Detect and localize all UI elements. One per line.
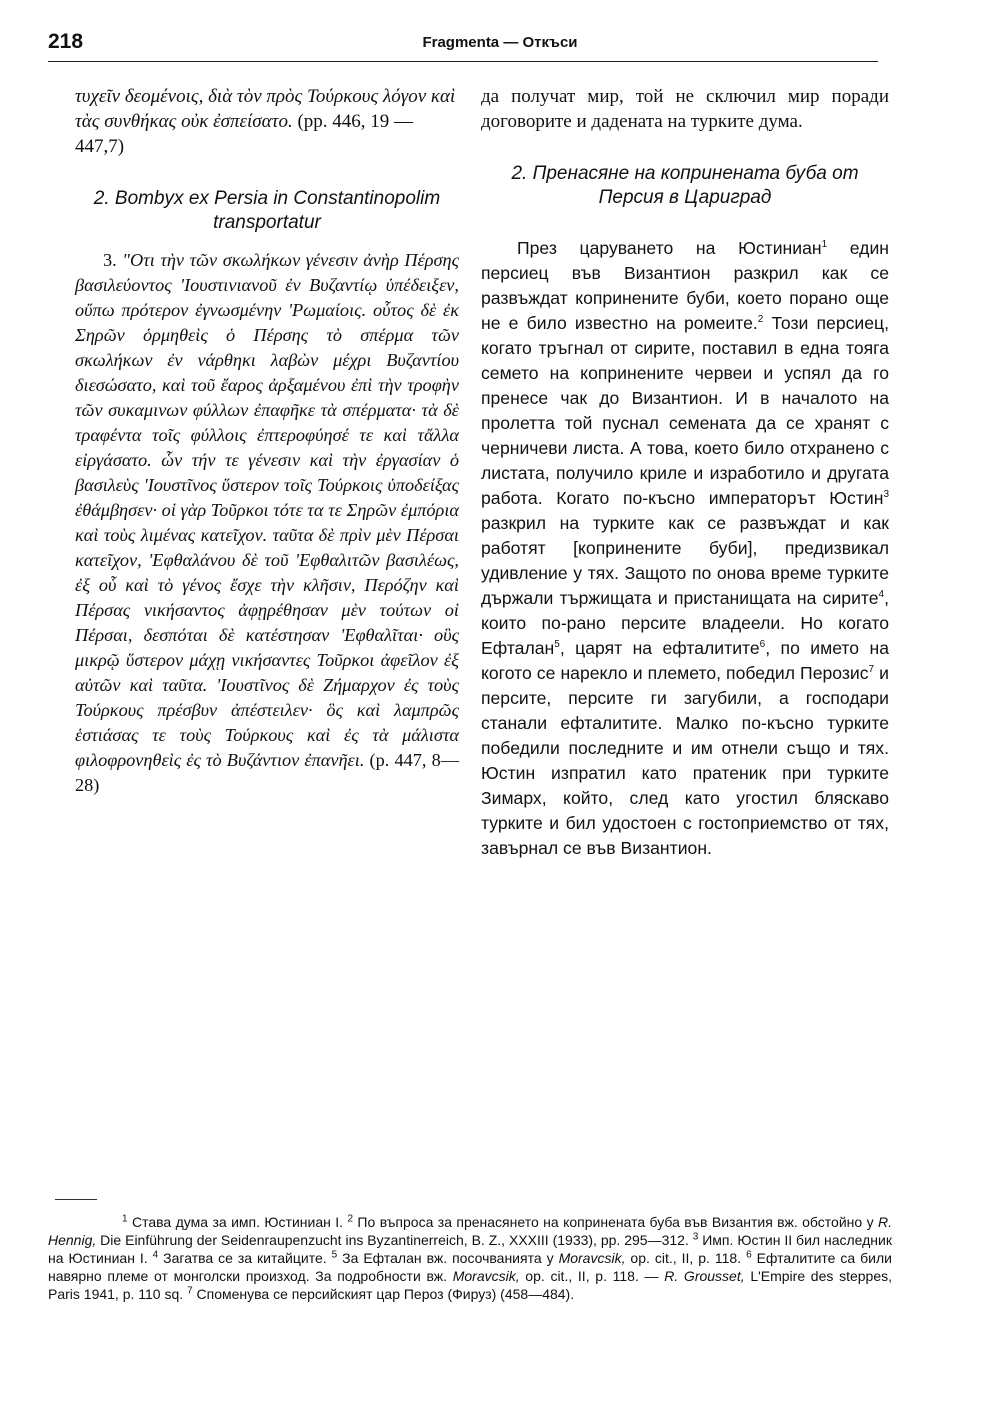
footnote-text: Става дума за имп. Юстиниан I. bbox=[127, 1214, 348, 1230]
bulgarian-column bbox=[481, 84, 889, 861]
footnote-text: Имп. Юстин II бил наследник на Юстиниан I. bbox=[48, 1232, 892, 1266]
footnote-text: Споменува се персийският цар Пероз (Фируз) (458—484). bbox=[192, 1286, 575, 1302]
footnote-ref: 7 bbox=[868, 664, 875, 676]
translation-passage bbox=[481, 236, 889, 861]
translation-text: , които по-рано персите владеели. Но когато Ефталан bbox=[481, 588, 889, 658]
translation-text: През царуването на Юстиниан bbox=[517, 238, 822, 258]
footnote-author: R. Hennig, bbox=[48, 1214, 892, 1248]
footnote-text: Die Einführung der Seidenraupenzucht ins Byzantinerreich, B. Z., XXXIII (1933), pp. 295—312. bbox=[96, 1232, 693, 1248]
translation-text: един персиец във Византион разкрил как се развъждат копринените буби, което порано още не е било известно на ромеите. bbox=[481, 238, 889, 333]
footnote-text: op. cit., II, p. 118. — bbox=[519, 1268, 665, 1284]
footnote-text: По въпроса за пренасянето на копринената буба във Византия вж. обстойно у bbox=[353, 1214, 878, 1230]
footnote-ref: 6 bbox=[759, 639, 766, 651]
translation-text: Този персиец, когато тръгнал от сирите, поставил в една тояга семето на копринените червеи и успял да го пренесе чак до Византион. И в началото на пролетта той пуснал семената да се хранят с черничеви листа. А това, което било отхранено с листата, получило криле и изработило и другата работа. Когато по-късно императорът Юстин bbox=[481, 313, 889, 508]
translation-text: разкрил на турките как се развъждат и как работят [копринените буби], предизвикал удивление у тях. Защото по онова време турките държали тържищата и пристанищата на сирите bbox=[481, 513, 889, 608]
greek-column bbox=[75, 84, 459, 798]
footnote-number: 4 bbox=[152, 1249, 159, 1261]
translation-text: и персите, персите ги загубили, а господари станали ефталитите. Малко по-късно турките победили последните и им отнели също и тях. Юстин изпратил като пратеник при турките Зимарх, който, след като угостил бляскаво турките и бил удостоен с гостоприемство от тях, завърнал се във Византион. bbox=[481, 663, 889, 858]
footnote-author: R. Grousset, bbox=[664, 1268, 745, 1284]
footnote-author: Moravcsik, bbox=[452, 1268, 520, 1284]
page-number: 218 bbox=[48, 30, 84, 53]
running-head: Fragmenta — Откъси bbox=[422, 34, 578, 51]
translation-text: , царят на ефталитите bbox=[559, 638, 760, 658]
footnote-number: 7 bbox=[187, 1285, 193, 1297]
footnote-ref: 4 bbox=[878, 589, 885, 601]
footnote-number: 3 bbox=[692, 1231, 699, 1243]
translation-text: , по името на когото се нарекло и племето, победил Перозис bbox=[481, 638, 889, 683]
footnote-ref: 2 bbox=[757, 314, 764, 326]
footnote-number: 5 bbox=[331, 1249, 338, 1261]
translation-continuation: да получат мир, той не сключил мир поради договорите и дадената на турките дума. bbox=[481, 86, 889, 132]
greek-passage bbox=[75, 248, 459, 798]
bulgarian-section-title: 2. Пренасяне на копринената буба от Персия в Цариград bbox=[511, 163, 859, 208]
footnote-ref: 1 bbox=[821, 239, 828, 251]
footnote-author: Moravcsik, bbox=[558, 1250, 626, 1266]
footnote-rule bbox=[55, 1199, 97, 1200]
greek-passage-ref: (p. 447, 8—28) bbox=[75, 750, 459, 795]
page-header bbox=[48, 28, 952, 62]
greek-passage-text: "Οτι τὴν τῶν σκωλήκων γένεσιν ἀνὴρ Πέρσης βασιλεύοντος 'Ιουστινιανοῦ ἐν Βυζαντίῳ ὑπέδειξεν, οὔπω πρότερον ἐγνωσμένην 'Ρωμαίοις. οὗτος δὲ ἐκ Σηρῶν ὁρμηθεὶς ὁ Πέρσης τὸ σπέρμα τῶν σκωλήκων ἐν νάρθηκι λαβὼν μέχρι Βυζαντίου διεσώσατο, καὶ τοῦ ἔαρος ἀρξαμένου ἐπὶ τὴν τροφὴν τῶν συκαμινων φύλλων ἐπαφῆκε τὰ σπέρματα· τὰ δὲ τραφέντα τοῖς φύλλοις ἐπτεροφύησέ τε καὶ τἄλλα εἰργάσατο. ὧν τήν τε γένεσιν καὶ τὴν ἐργασίαν ὁ βασιλεὺς 'Ιουστῖνος ὕστερον τοῖς Τούρκοις ὑποδείξας ἐθάμβησεν· οἱ γὰρ Τοῦρκοι τότε τα τε Σηρῶν ἐμπόρια καὶ τοὺς λιμένας κατεῖχον. ταῦτα δὲ πρὶν μὲν Πέρσαι κατεῖχον, 'Εφθαλάνου δὲ τοῦ 'Εφθαλιτῶν βασιλέως, ἐξ οὗ καὶ τὸ γένος ἔσχε τὴν κλῆσιν, Περόζην καὶ Πέρσας νικήσαντος ἀφῃρέθησαν μὲν τούτων οἱ Πέρσαι, δεσπόται δὲ κατέστησαν 'Εφθαλῖται· οὓς μικρῷ ὕστερον μάχῃ νικήσαντες Τοῦρκοι ἀφεῖλον ἐξ αὐτῶν καὶ ταῦτα. 'Ιουστῖνος δὲ Ζήμαρχον ἐς τοὺς Τούρκους πρέσβυν ἀπέστειλεν· ὃς καὶ λαμπρῶς ἑστιάσας τε τοὺς Τούρκους καὶ ἐς τὰ μάλιστα φιλοφρονηθεὶς ἐς τὸ Βυζάντιον ἐπανῆει. bbox=[75, 250, 459, 770]
greek-continuation-text: τυχεῖν δεομένοις, διὰ τὸν πρὸς Τούρκους λόγον καὶ τὰς συνθήκας οὐκ ἐσπείσατο. bbox=[75, 86, 456, 132]
footnote-ref: 3 bbox=[883, 489, 889, 501]
footnote-number: 1 bbox=[122, 1213, 128, 1225]
footnote-text: Загатва се за китайците. bbox=[158, 1250, 332, 1266]
latin-section-title: 2. Bombyx ex Persia in Constantinopolim transportatur bbox=[93, 188, 441, 233]
paragraph-number: 3. bbox=[103, 250, 123, 270]
footnote-ref: 5 bbox=[554, 639, 560, 651]
greek-continuation bbox=[75, 84, 459, 159]
footnote-number: 6 bbox=[746, 1249, 752, 1261]
footnote-text: L'Empire des steppes, Paris 1941, p. 110 sq. bbox=[48, 1268, 892, 1302]
footnote-text: Ефталитите са били навярно племе от монголски произход. За подробности вж. bbox=[48, 1250, 892, 1284]
footnotes bbox=[48, 1213, 892, 1303]
footnote-number: 2 bbox=[347, 1213, 354, 1225]
greek-continuation-ref: (pp. 446, 19 — 447,7) bbox=[75, 111, 414, 157]
header-rule bbox=[48, 61, 878, 62]
footnote-text: За Ефталан вж. посочванията у bbox=[337, 1250, 559, 1266]
footnote-text: op. cit., II, p. 118. bbox=[625, 1250, 747, 1266]
